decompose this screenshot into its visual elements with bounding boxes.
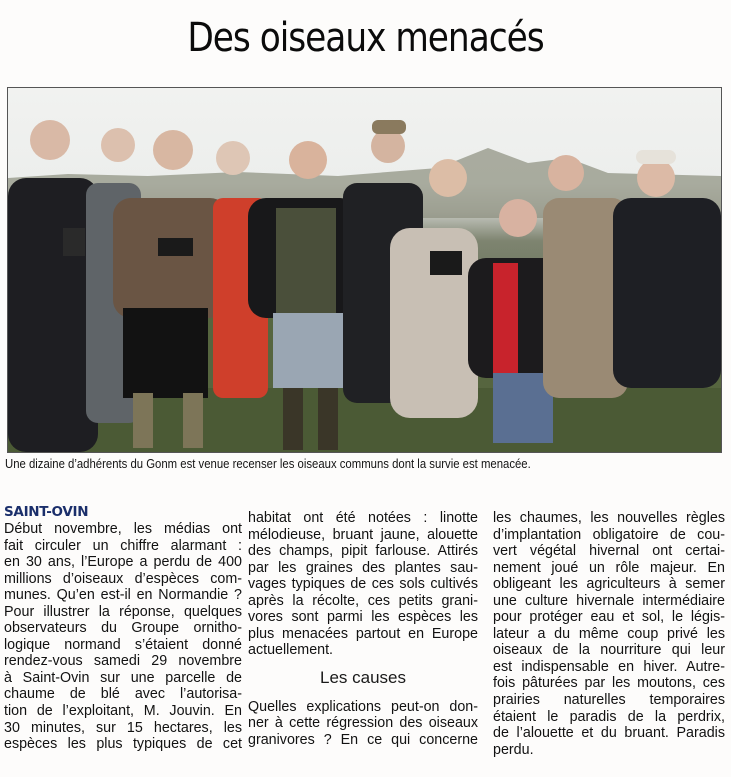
- paragraph-causes: [248, 699, 478, 749]
- text-line: mélodieuse, bruant jaune, alouette: [248, 526, 478, 543]
- text-line: en 30 ans, l’Europe a perdu de 400: [4, 554, 242, 571]
- text-line: chaume de blé avec l’autorisa-: [4, 686, 242, 703]
- text-line: espèces les plus typiques de cet: [4, 736, 242, 753]
- text-line: vores sont parmi les espèces les: [248, 609, 478, 626]
- paragraph-intro: [4, 521, 242, 753]
- text-line: granivores ? En ce qui concerne: [248, 732, 478, 749]
- text-line: prairies naturelles temporaires: [493, 692, 725, 709]
- text-line: obligeant les agriculteurs à semer: [493, 576, 725, 593]
- text-line: observateurs du Groupe ornitho-: [4, 620, 242, 637]
- article-column-1: [4, 503, 242, 753]
- article-column-3: [493, 510, 725, 758]
- text-line: après la récolte, ces petits grani-: [248, 592, 478, 609]
- text-line: ner à cette régression des oiseaux: [248, 715, 478, 732]
- text-line: actuellement.: [248, 642, 334, 659]
- text-line: d’implantation obligatoire de cou-: [493, 526, 725, 543]
- text-line: Quelles explications peut-on don-: [248, 698, 478, 715]
- text-line: perdu.: [493, 741, 534, 758]
- text-line: logique normand s’étaient donné: [4, 636, 242, 653]
- text-line: vages typiques de ces sols cultivés: [248, 576, 478, 593]
- text-line: fait circuler un chiffre alarmant :: [4, 537, 242, 554]
- text-line: Pour illustrer la réponse, quelques: [4, 603, 242, 620]
- photo-caption: Une dizaine d’adhérents du Gonm est venue recenser les oiseaux communs dont la survie est menacée.: [5, 456, 531, 471]
- text-line: munes. Qu’en est-il en Normandie ?: [4, 587, 242, 604]
- text-line: rendez-vous samedi 29 novembre: [4, 653, 242, 670]
- text-line: à Saint-Ovin sur une parcelle de: [4, 669, 242, 686]
- text-line: habitat ont été notées : linotte: [248, 510, 478, 526]
- paragraph-species: [248, 510, 478, 659]
- paragraph-conclusion: [493, 510, 725, 758]
- text-line: vert végétal hivernal ont certai-: [493, 543, 725, 560]
- text-line: millions d’oiseaux d’espèces com-: [4, 570, 242, 587]
- text-line: une culture hivernale intermédiaire: [493, 592, 725, 609]
- text-line: pour protéger eau et sol, le légis-: [493, 609, 725, 626]
- text-line: lateur a du même coup privé les: [493, 625, 725, 642]
- text-line: par les graines des plantes sau-: [248, 559, 478, 576]
- text-line: oiseaux de la nourriture qui leur: [493, 642, 725, 659]
- text-line: nement joué un rôle majeur. En: [493, 559, 725, 576]
- dateline: SAINT-OVIN: [4, 504, 89, 520]
- text-line: étaient le paradis de la perdrix,: [493, 708, 725, 725]
- subheading-les-causes: Les causes: [320, 667, 406, 687]
- text-line: des champs, pipit farlouse. Attirés: [248, 543, 478, 560]
- group-photo-illustration: [8, 88, 721, 452]
- article-column-2: [248, 510, 478, 749]
- text-line: les chaumes, les nouvelles règles: [493, 510, 725, 526]
- text-line: 30 minutes, sur 15 hectares, les: [4, 719, 242, 736]
- text-line: Début novembre, les médias ont: [4, 521, 242, 537]
- text-line: de l’alouette et du bruant. Paradis: [493, 725, 725, 742]
- text-line: plus menacées partout en Europe: [248, 625, 478, 642]
- text-line: est indispensable en hiver. Autre-: [493, 658, 725, 675]
- text-line: fois pâturées par les moutons, ces: [493, 675, 725, 692]
- text-line: tion de l’exploitant, M. Jouvin. En: [4, 703, 242, 720]
- article-headline: Des oiseaux menacés: [187, 15, 544, 61]
- article-photo: [7, 87, 722, 453]
